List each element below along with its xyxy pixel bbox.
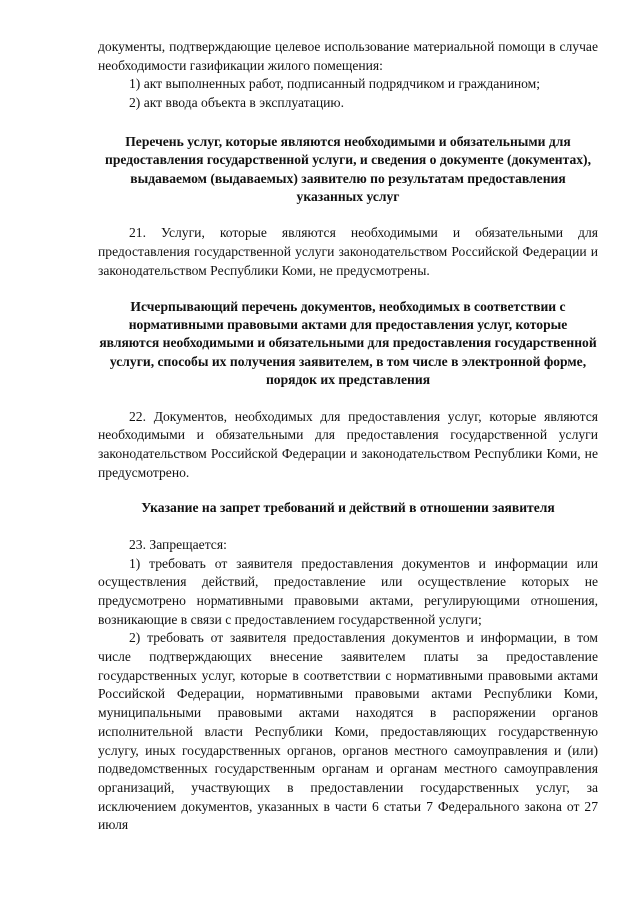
intro-list-item-1: 1) акт выполненных работ, подписанный подрядчиком и гражданином;: [129, 76, 541, 92]
document-page: [98, 38, 598, 835]
prohibition-item-2: 2) требовать от заявителя предоставления документов и информации, в том числе подтверждающих внесение заявителем платы за предоставление государственных услуг, которые в соответствии с нормативными правовыми актами Российской Федерации, нормативными правовыми актами Республики Коми, муниципальными правовыми актами находятся в распоряжении органов исполнительной власти Республики Коми, предоставляющих государственную услугу, иных государственных органов, органов местного самоуправления и (или) подведомственных государственным органам и органам местного самоуправления организаций, участвующих в предоставлении государственных услуг, за исключением документов, указанных в части 6 статьи 7 Федерального закона от 27 июля: [98, 630, 598, 833]
intro-list-item-2: 2) акт ввода объекта в эксплуатацию.: [129, 95, 344, 111]
paragraph-23: 23. Запрещается:: [129, 536, 227, 552]
section-heading-prohibition: Указание на запрет требований и действий в отношении заявителя: [141, 500, 555, 516]
section-heading-documents: Исчерпывающий перечень документов, необходимых в соответствии с нормативными правовыми актами для предоставления услуг, которые являются необходимыми и обязательными для предоставления государственной услуги, способы их получения заявителем, в том числе в электронной форме, порядок их представления: [99, 298, 597, 388]
section-heading-services: Перечень услуг, которые являются необходимыми и обязательными для предоставления государственной услуги, и сведения о документе (документах), выдаваемом (выдаваемых) заявителю по результатам предоставления указанных услуг: [104, 133, 591, 205]
intro-paragraph: документы, подтверждающие целевое использование материальной помощи в случае необходимости газификации жилого помещения:: [98, 39, 598, 73]
prohibition-item-1: 1) требовать от заявителя предоставления документов и информации или осуществления действий, предоставление или осуществление которых не предусмотрено нормативными правовыми актами, регулирующими отношения, возникающие в связи с предоставлением государственной услуги;: [98, 555, 598, 627]
paragraph-22: 22. Документов, необходимых для предоставления услуг, которые являются необходимыми и обязательными для предоставления государственной услуги законодательством Российской Федерации и законодательством Республики Коми, не предусмотрено.: [98, 408, 598, 480]
paragraph-21: 21. Услуги, которые являются необходимыми и обязательными для предоставления государственной услуги законодательством Российской Федерации и законодательством Республики Коми, не предусмотрены.: [98, 225, 598, 278]
